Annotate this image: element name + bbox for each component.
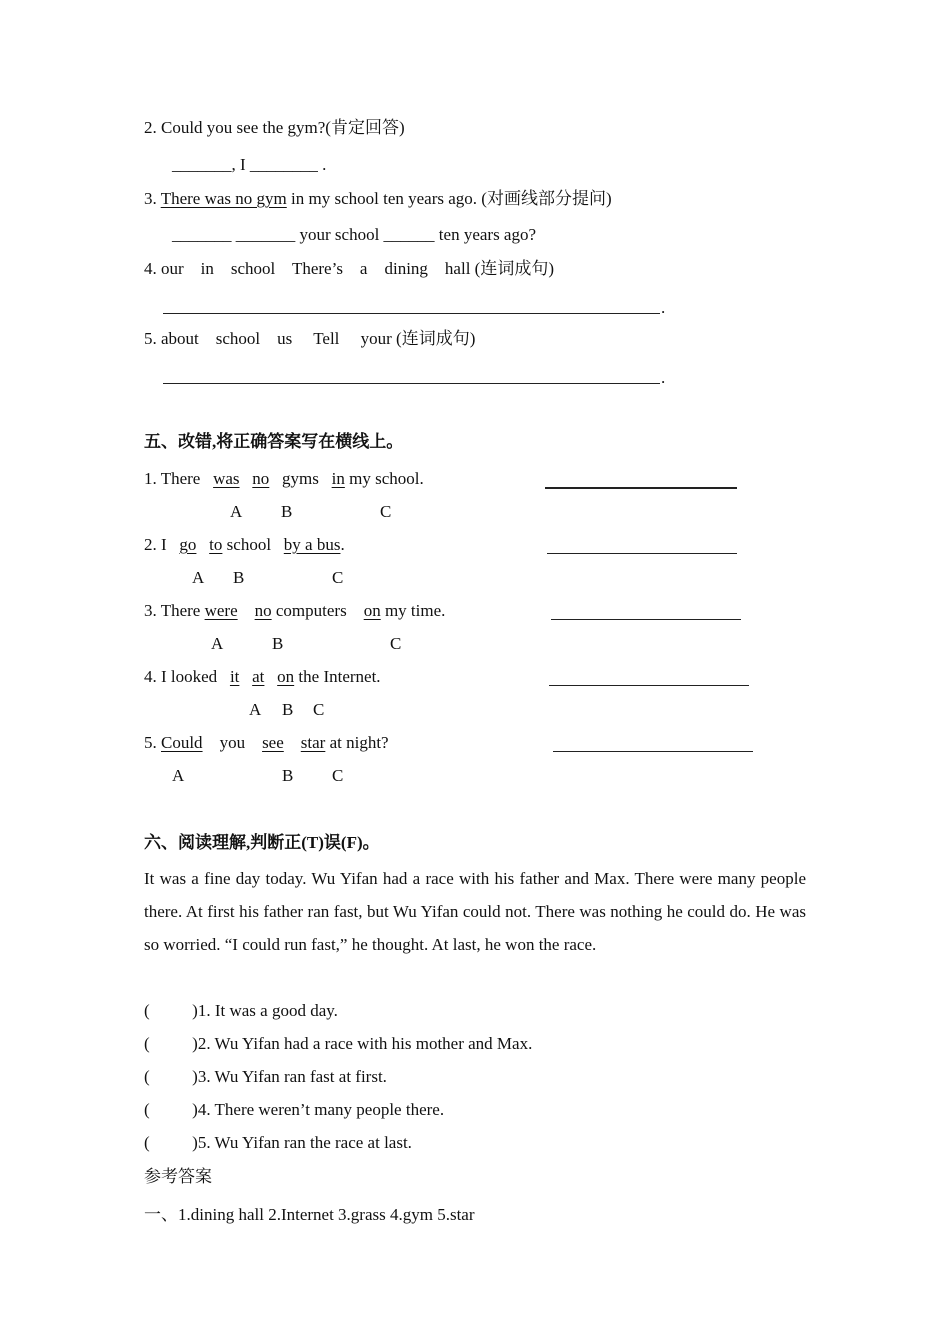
letter-a: A	[230, 502, 243, 521]
item-text: 3. There	[144, 601, 205, 620]
tf-statement: 5. Wu Yifan ran the race at last.	[197, 1133, 412, 1152]
letter-b: B	[272, 634, 284, 653]
option-a-word: were	[204, 601, 238, 620]
correction-item-2	[144, 535, 345, 555]
letter-a: A	[172, 766, 185, 785]
option-b-word: to	[209, 535, 223, 554]
tf-statement: 3. Wu Yifan ran fast at first.	[197, 1067, 387, 1086]
question-3-number: 3.	[144, 189, 161, 208]
item-text: gyms	[269, 469, 332, 488]
question-3-underlined-phrase: There was no gym	[160, 189, 287, 208]
item-text	[238, 601, 255, 620]
tf-statement: 4. There weren’t many people there.	[197, 1100, 445, 1119]
answer-bracket: ( )	[144, 1034, 198, 1053]
question-5-period: .	[661, 368, 666, 387]
item-text: computers	[271, 601, 364, 620]
option-b-word: no	[252, 469, 270, 488]
section-5-heading: 五、改错,将正确答案写在横线上。	[144, 432, 404, 451]
item-text: you	[202, 733, 263, 752]
option-b-word: at	[252, 667, 265, 686]
question-5-answer-line	[163, 383, 660, 384]
question-4-prompt: 4. our in school There’s a dining hall (连词成句)	[144, 259, 554, 278]
correction-answer-line-4	[549, 685, 749, 686]
question-3-prompt	[144, 189, 612, 209]
item-text	[196, 535, 209, 554]
tf-statement: 2. Wu Yifan had a race with his mother and Max.	[197, 1034, 533, 1053]
tf-item-5	[144, 1133, 412, 1153]
option-c-word: on	[277, 667, 295, 686]
answer-bracket: ( )	[144, 1100, 198, 1119]
item-text: at night?	[325, 733, 389, 752]
letter-c: C	[390, 634, 402, 653]
letter-b: B	[282, 700, 294, 719]
option-a-word: go	[179, 535, 197, 554]
item-text	[240, 469, 253, 488]
option-c-word: by a bus	[283, 535, 341, 554]
correction-answer-line-5	[553, 751, 753, 752]
tf-item-4	[144, 1100, 444, 1120]
item-text: 1. There	[144, 469, 214, 488]
correction-item-4	[144, 667, 381, 687]
correction-item-3	[144, 601, 445, 621]
tf-item-3	[144, 1067, 387, 1087]
question-4-period: .	[661, 298, 666, 317]
item-text: 2. I	[144, 535, 180, 554]
answer-key-heading: 参考答案	[144, 1167, 212, 1186]
answer-bracket: ( )	[144, 1001, 198, 1020]
item-text: my time.	[380, 601, 446, 620]
item-text: .	[340, 535, 345, 554]
letter-c: C	[332, 568, 344, 587]
tf-item-1	[144, 1001, 338, 1021]
option-b-word: no	[254, 601, 272, 620]
item-text	[239, 667, 252, 686]
letter-a: A	[249, 700, 262, 719]
correction-answer-line-2	[547, 553, 737, 554]
option-b-word: see	[262, 733, 284, 752]
question-2-prompt: 2. Could you see the gym?(肯定回答)	[144, 118, 405, 137]
correction-item-5	[144, 733, 389, 753]
option-a-word: was	[213, 469, 240, 488]
question-5-prompt: 5. about school us Tell your (连词成句)	[144, 329, 476, 348]
reading-passage: It was a fine day today. Wu Yifan had a race with his father and Max. There were many people there. At first his father ran fast, but Wu Yifan could not. There was nothing he could do. He was so worried. “I could run fast,” he thought. At last, he won the race.	[144, 869, 806, 954]
tf-item-2	[144, 1034, 532, 1054]
question-2-answer-blanks: _______, I ________ .	[172, 155, 327, 174]
tf-statement: 1. It was a good day.	[197, 1001, 338, 1020]
item-text: 4. I looked	[144, 667, 230, 686]
option-c-word: in	[331, 469, 345, 488]
letter-c: C	[380, 502, 392, 521]
option-c-word: on	[363, 601, 381, 620]
item-text	[264, 667, 277, 686]
correction-answer-line-1	[545, 487, 737, 489]
option-a-word: it	[229, 667, 240, 686]
question-3-answer-blanks: _______ _______ your school ______ ten years ago?	[172, 225, 537, 244]
option-c-word: star	[300, 733, 326, 752]
letter-b: B	[233, 568, 245, 587]
correction-item-1	[144, 469, 424, 489]
letter-c: C	[313, 700, 325, 719]
item-text: the Internet.	[294, 667, 381, 686]
section-6-heading: 六、阅读理解,判断正(T)误(F)。	[144, 833, 380, 852]
letter-c: C	[332, 766, 344, 785]
letter-a: A	[192, 568, 205, 587]
answer-key-section-1: 一、1.dining hall 2.Internet 3.grass 4.gym 5.star	[144, 1205, 475, 1224]
item-text: my school.	[344, 469, 424, 488]
option-a-word: Could	[161, 733, 203, 752]
answer-bracket: ( )	[144, 1067, 198, 1086]
letter-b: B	[281, 502, 293, 521]
answer-bracket: ( )	[144, 1133, 198, 1152]
item-text: school	[222, 535, 284, 554]
item-text	[284, 733, 301, 752]
question-3-prompt-rest: in my school ten years ago. (对画线部分提问)	[286, 189, 612, 208]
item-text: 5.	[144, 733, 161, 752]
question-4-answer-line	[163, 313, 660, 314]
letter-b: B	[282, 766, 294, 785]
correction-answer-line-3	[551, 619, 741, 620]
letter-a: A	[211, 634, 224, 653]
